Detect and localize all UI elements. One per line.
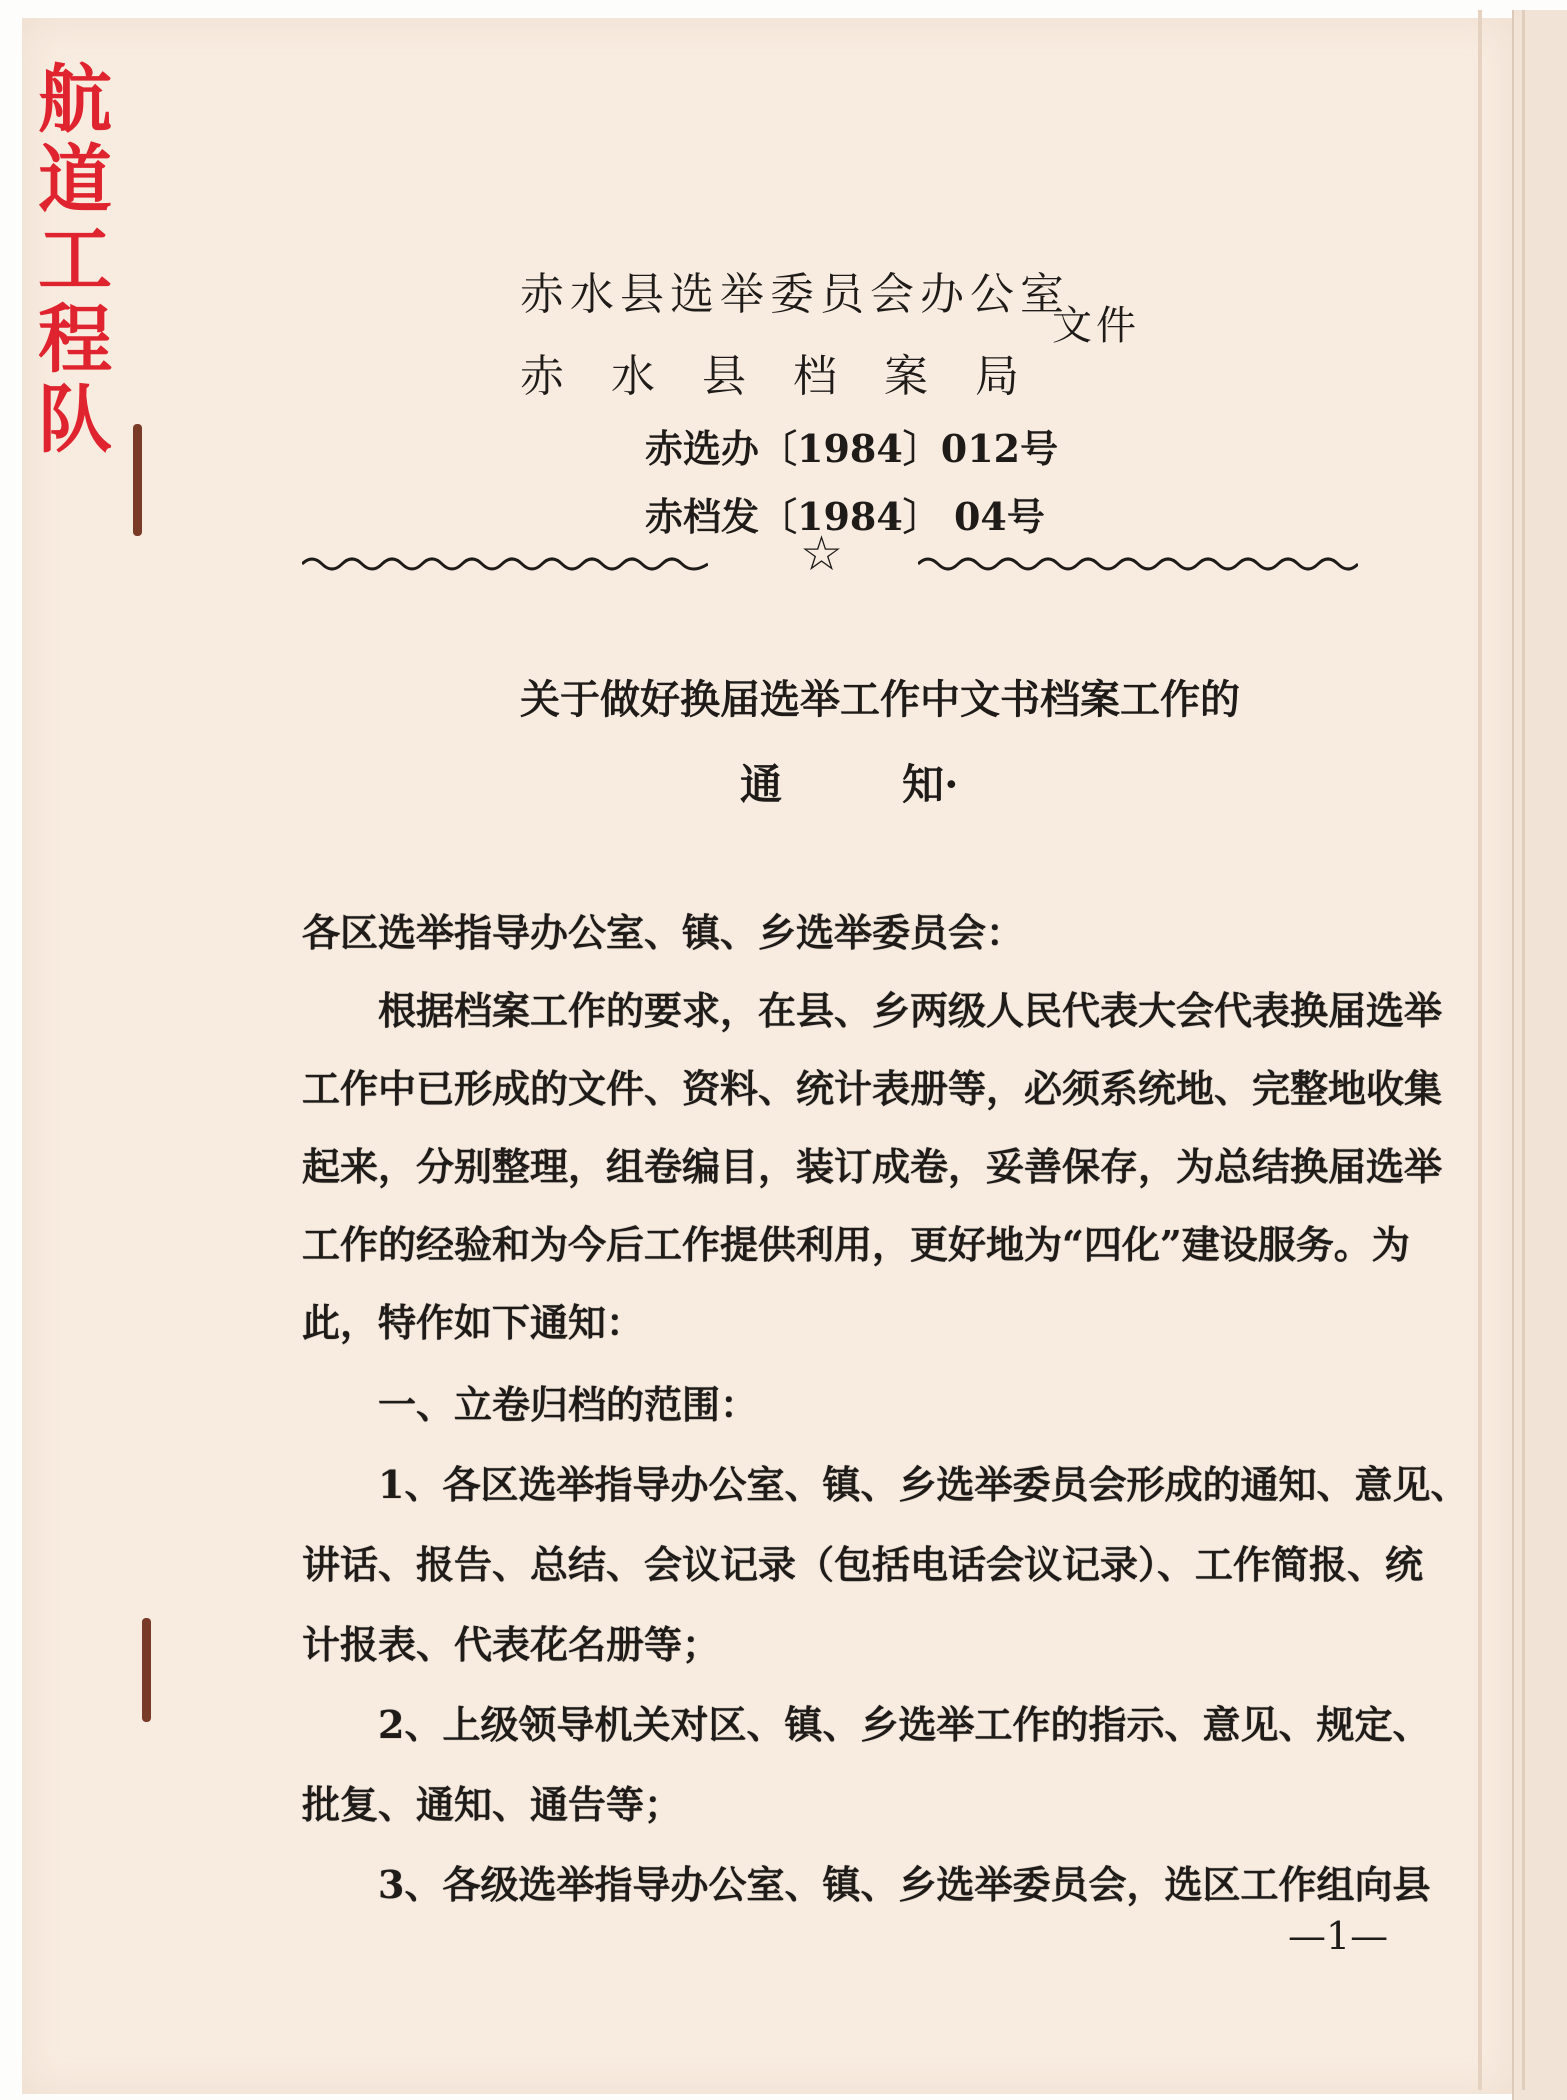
- title-char: 知·: [902, 760, 959, 809]
- issuer-2-char: 赤: [520, 351, 564, 402]
- body-line: 1、各区选举指导办公室、镇、乡选举委员会形成的通知、意见、: [302, 1462, 1469, 1507]
- issuer-line-1: 赤水县选举委员会办公室: [520, 269, 1070, 320]
- wavy-separator-right: [918, 542, 1358, 582]
- body-line: 工作中已形成的文件、资料、统计表册等，必须系统地、完整地收集: [302, 1066, 1443, 1111]
- body-line: 3、各级选举指导办公室、镇、乡选举委员会，选区工作组向县: [302, 1862, 1431, 1907]
- body-line: 各区选举指导办公室、镇、乡选举委员会：: [302, 910, 1025, 955]
- document-number-2: 赤档发〔1984〕 04号: [645, 494, 1045, 539]
- title-char: 通: [740, 760, 783, 809]
- body-line: 此，特作如下通知：: [302, 1300, 645, 1345]
- body-line: 一、立卷归档的范围：: [302, 1382, 759, 1427]
- paper-fold-edge: [1522, 10, 1525, 2090]
- body-line: 工作的经验和为今后工作提供利用，更好地为“四化”建设服务。为: [302, 1222, 1410, 1267]
- binding-thread-top: [133, 424, 142, 536]
- issuer-2-char: 案: [884, 351, 928, 402]
- issuer-2-char: 水: [611, 351, 655, 402]
- page-number: —1—: [1288, 1914, 1389, 1958]
- wavy-separator-left: [302, 542, 708, 582]
- body-line: 2、上级领导机关对区、镇、乡选举工作的指示、意见、规定、: [302, 1702, 1431, 1747]
- body-line: 批复、通知、通告等；: [302, 1782, 683, 1827]
- document-number-1: 赤选办〔1984〕012号: [645, 426, 1059, 471]
- issuer-2-char: 局: [975, 351, 1019, 402]
- issuer-2-char: 县: [702, 351, 746, 402]
- paper-fold: [1478, 10, 1482, 2090]
- body-line: 计报表、代表花名册等；: [302, 1622, 721, 1667]
- file-word: 文件: [1052, 303, 1140, 349]
- handwritten-margin-note: 航道工程队: [26, 60, 112, 460]
- issuer-line-2: [520, 340, 1066, 404]
- binding-thread-bottom: [142, 1618, 151, 1722]
- issuer-2-char: 档: [793, 351, 837, 402]
- next-page-edge: [1512, 10, 1567, 2100]
- notice-title: 关于做好换届选举工作中文书档案工作的: [520, 676, 1240, 723]
- star-icon: ☆: [800, 526, 844, 582]
- notice-title-word: [740, 752, 959, 812]
- body-line: 讲话、报告、总结、会议记录（包括电话会议记录）、工作简报、统: [302, 1542, 1424, 1587]
- body-line: 起来，分别整理，组卷编目，装订成卷，妥善保存，为总结换届选举: [302, 1144, 1443, 1189]
- body-line: 根据档案工作的要求，在县、乡两级人民代表大会代表换届选举: [302, 988, 1443, 1033]
